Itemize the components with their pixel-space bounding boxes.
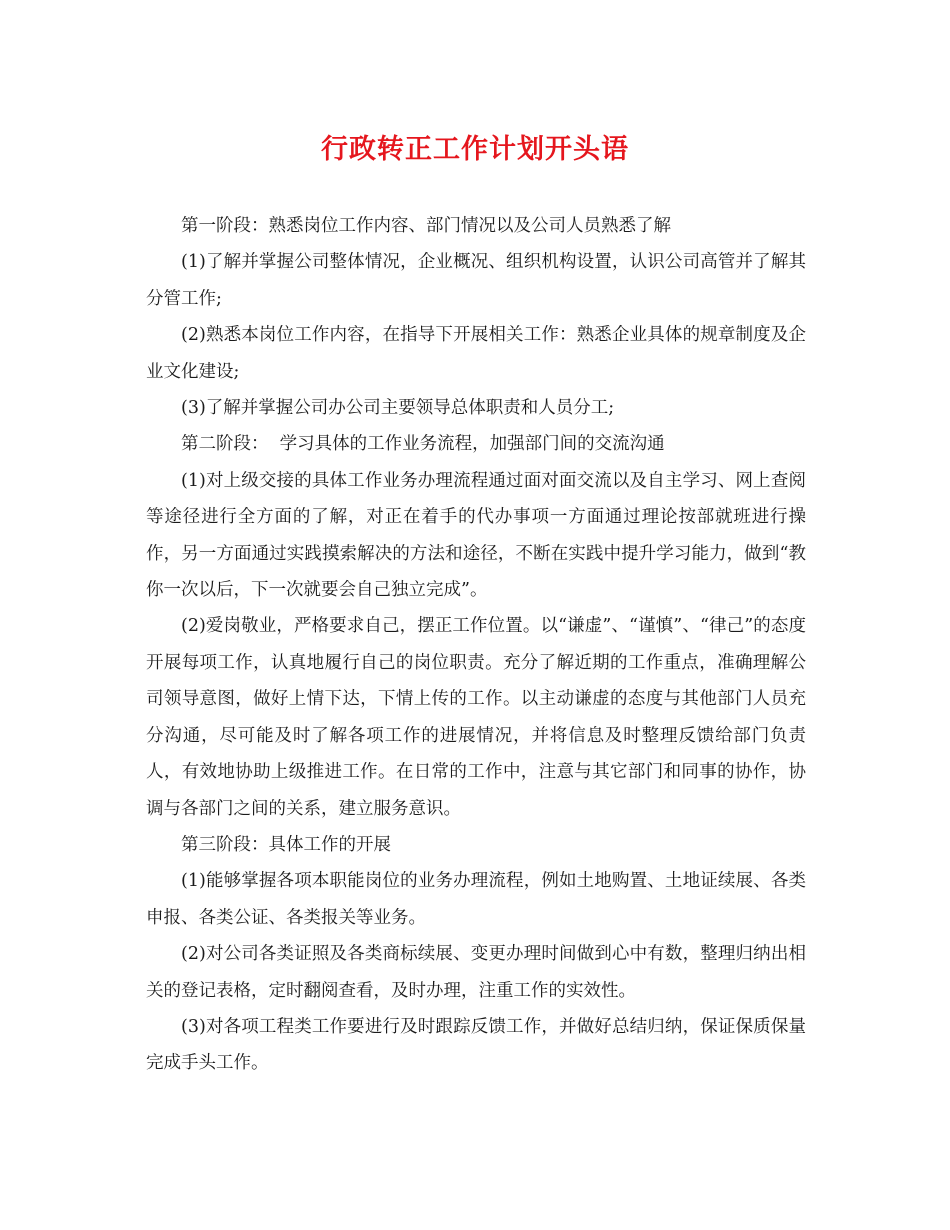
paragraph-stage-2-heading: 第二阶段： 学习具体的工作业务流程，加强部门间的交流沟通 bbox=[181, 434, 665, 455]
paragraph-stage-3-heading: 第三阶段：具体工作的开展 bbox=[181, 834, 391, 855]
paragraph-stage-1-item-1: (1)了解并掌握公司整体情况，企业概况、组织机构设置，认识公司高管并了解其分管工作; bbox=[146, 252, 806, 309]
paragraph-stage-3-item-1: (1)能够掌握各项本职能岗位的业务办理流程，例如土地购置、土地证续展、各类申报、各类公证、各类报关等业务。 bbox=[146, 871, 806, 928]
document-title: 行政转正工作计划开头语 bbox=[321, 134, 629, 165]
paragraph-stage-1-item-2: (2)熟悉本岗位工作内容，在指导下开展相关工作：熟悉企业具体的规章制度及企业文化建设; bbox=[146, 325, 806, 382]
paragraph-stage-2-item-1: (1)对上级交接的具体工作业务办理流程通过面对面交流以及自主学习、网上查阅等途径进行全方面的了解，对正在着手的代办事项一方面通过理论按部就班进行操作，另一方面通过实践摸索解决的方法和途径，不断在实践中提升学习能力，做到“教你一次以后，下一次就要会自己独立完成”。 bbox=[146, 470, 806, 601]
document-body bbox=[146, 208, 806, 1082]
paragraph-stage-1-heading: 第一阶段：熟悉岗位工作内容、部门情况以及公司人员熟悉了解 bbox=[181, 216, 671, 236]
paragraph-stage-2-item-2: (2)爱岗敬业，严格要求自己，摆正工作位置。以“谦虚”、“谨慎”、“律己”的态度开展每项工作，认真地履行自己的岗位职责。充分了解近期的工作重点，准确理解公司领导意图，做好上情下达，下情上传的工作。以主动谦虚的态度与其他部门人员充分沟通，尽可能及时了解各项工作的进展情况，并将信息及时整理反馈给部门负责人，有效地协助上级推进工作。在日常的工作中，注意与其它部门和同事的协作，协调与各部门之间的关系，建立服务意识。 bbox=[146, 616, 806, 819]
paragraph-stage-1-item-3: (3)了解并掌握公司办公司主要领导总体职责和人员分工; bbox=[181, 398, 615, 419]
paragraph-stage-3-item-2: (2)对公司各类证照及各类商标续展、变更办理时间做到心中有数，整理归纳出相关的登记表格，定时翻阅查看，及时办理，注重工作的实效性。 bbox=[146, 944, 806, 1001]
paragraph-stage-3-item-3: (3)对各项工程类工作要进行及时跟踪反馈工作，并做好总结归纳，保证保质保量完成手头工作。 bbox=[146, 1016, 806, 1074]
